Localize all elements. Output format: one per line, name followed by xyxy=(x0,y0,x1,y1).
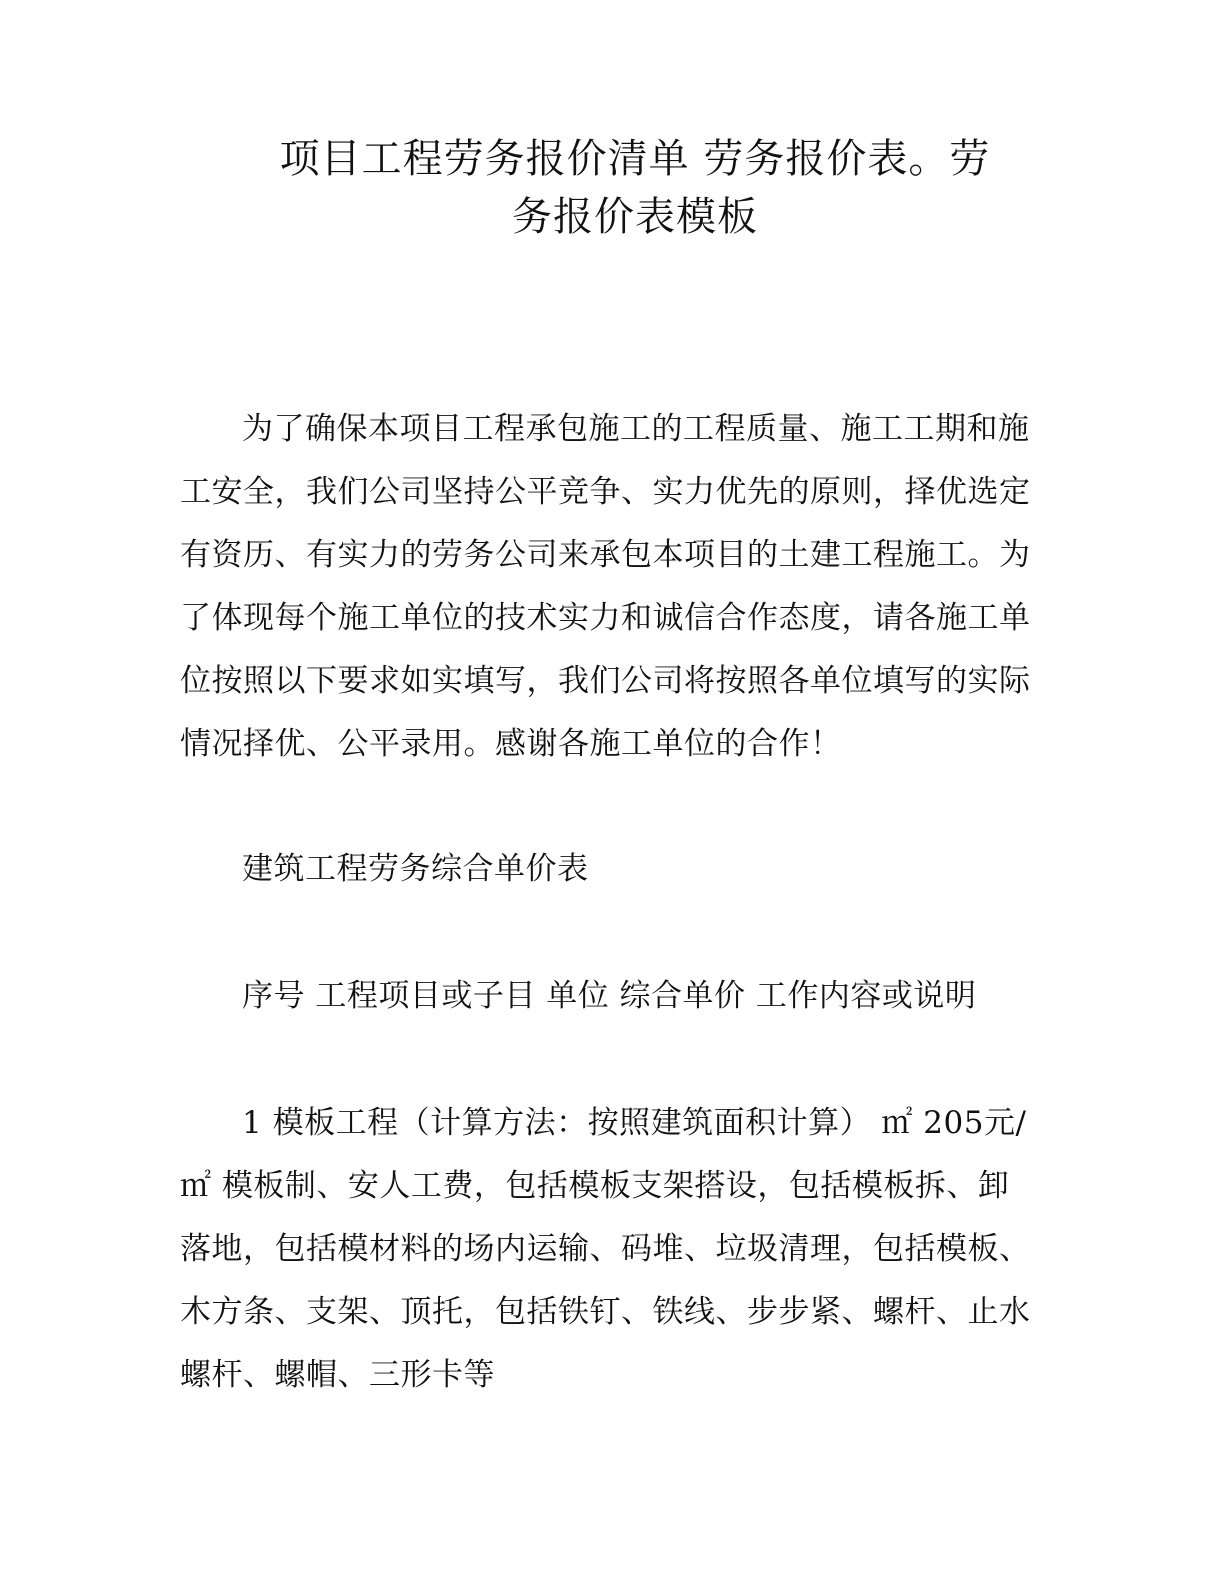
intro-line: 工安全，我们公司坚持公平竞争、实力优先的原则，择优选定 xyxy=(180,474,1031,510)
title-line-2: 务报价表模板 xyxy=(512,194,758,240)
item-line: 1 模板工程（计算方法：按照建筑面积计算） ㎡ 205元/ xyxy=(242,1105,1027,1141)
intro-paragraph xyxy=(180,398,1040,776)
intro-line: 有资历、有实力的劳务公司来承包本项目的土建工程施工。为 xyxy=(180,537,1031,573)
item-line: ㎡ 模板制、安人工费，包括模板支架搭设，包括模板拆、卸 xyxy=(180,1168,1010,1204)
item-1-paragraph xyxy=(180,1092,1040,1407)
intro-line: 了体现每个施工单位的技术实力和诚信合作态度，请各施工单 xyxy=(180,600,1031,636)
table-title-text: 建筑工程劳务综合单价表 xyxy=(242,851,589,887)
intro-line: 为了确保本项目工程承包施工的工程质量、施工工期和施 xyxy=(242,411,1030,447)
intro-line: 情况择优、公平录用。感谢各施工单位的合作！ xyxy=(180,726,842,762)
page-title xyxy=(230,130,1040,246)
table-title xyxy=(180,838,1040,901)
table-header-text: 序号 工程项目或子目 单位 综合单价 工作内容或说明 xyxy=(242,978,977,1014)
item-line: 落地，包括模材料的场内运输、码堆、垃圾清理，包括模板、 xyxy=(180,1231,1031,1267)
title-line-1: 项目工程劳务报价清单 劳务报价表。劳 xyxy=(279,136,991,182)
item-line: 木方条、支架、顶托，包括铁钉、铁线、步步紧、螺杆、止水 xyxy=(180,1294,1031,1330)
intro-line: 位按照以下要求如实填写，我们公司将按照各单位填写的实际 xyxy=(180,663,1031,699)
item-line: 螺杆、螺帽、三形卡等 xyxy=(180,1357,495,1393)
table-header xyxy=(180,965,1040,1028)
